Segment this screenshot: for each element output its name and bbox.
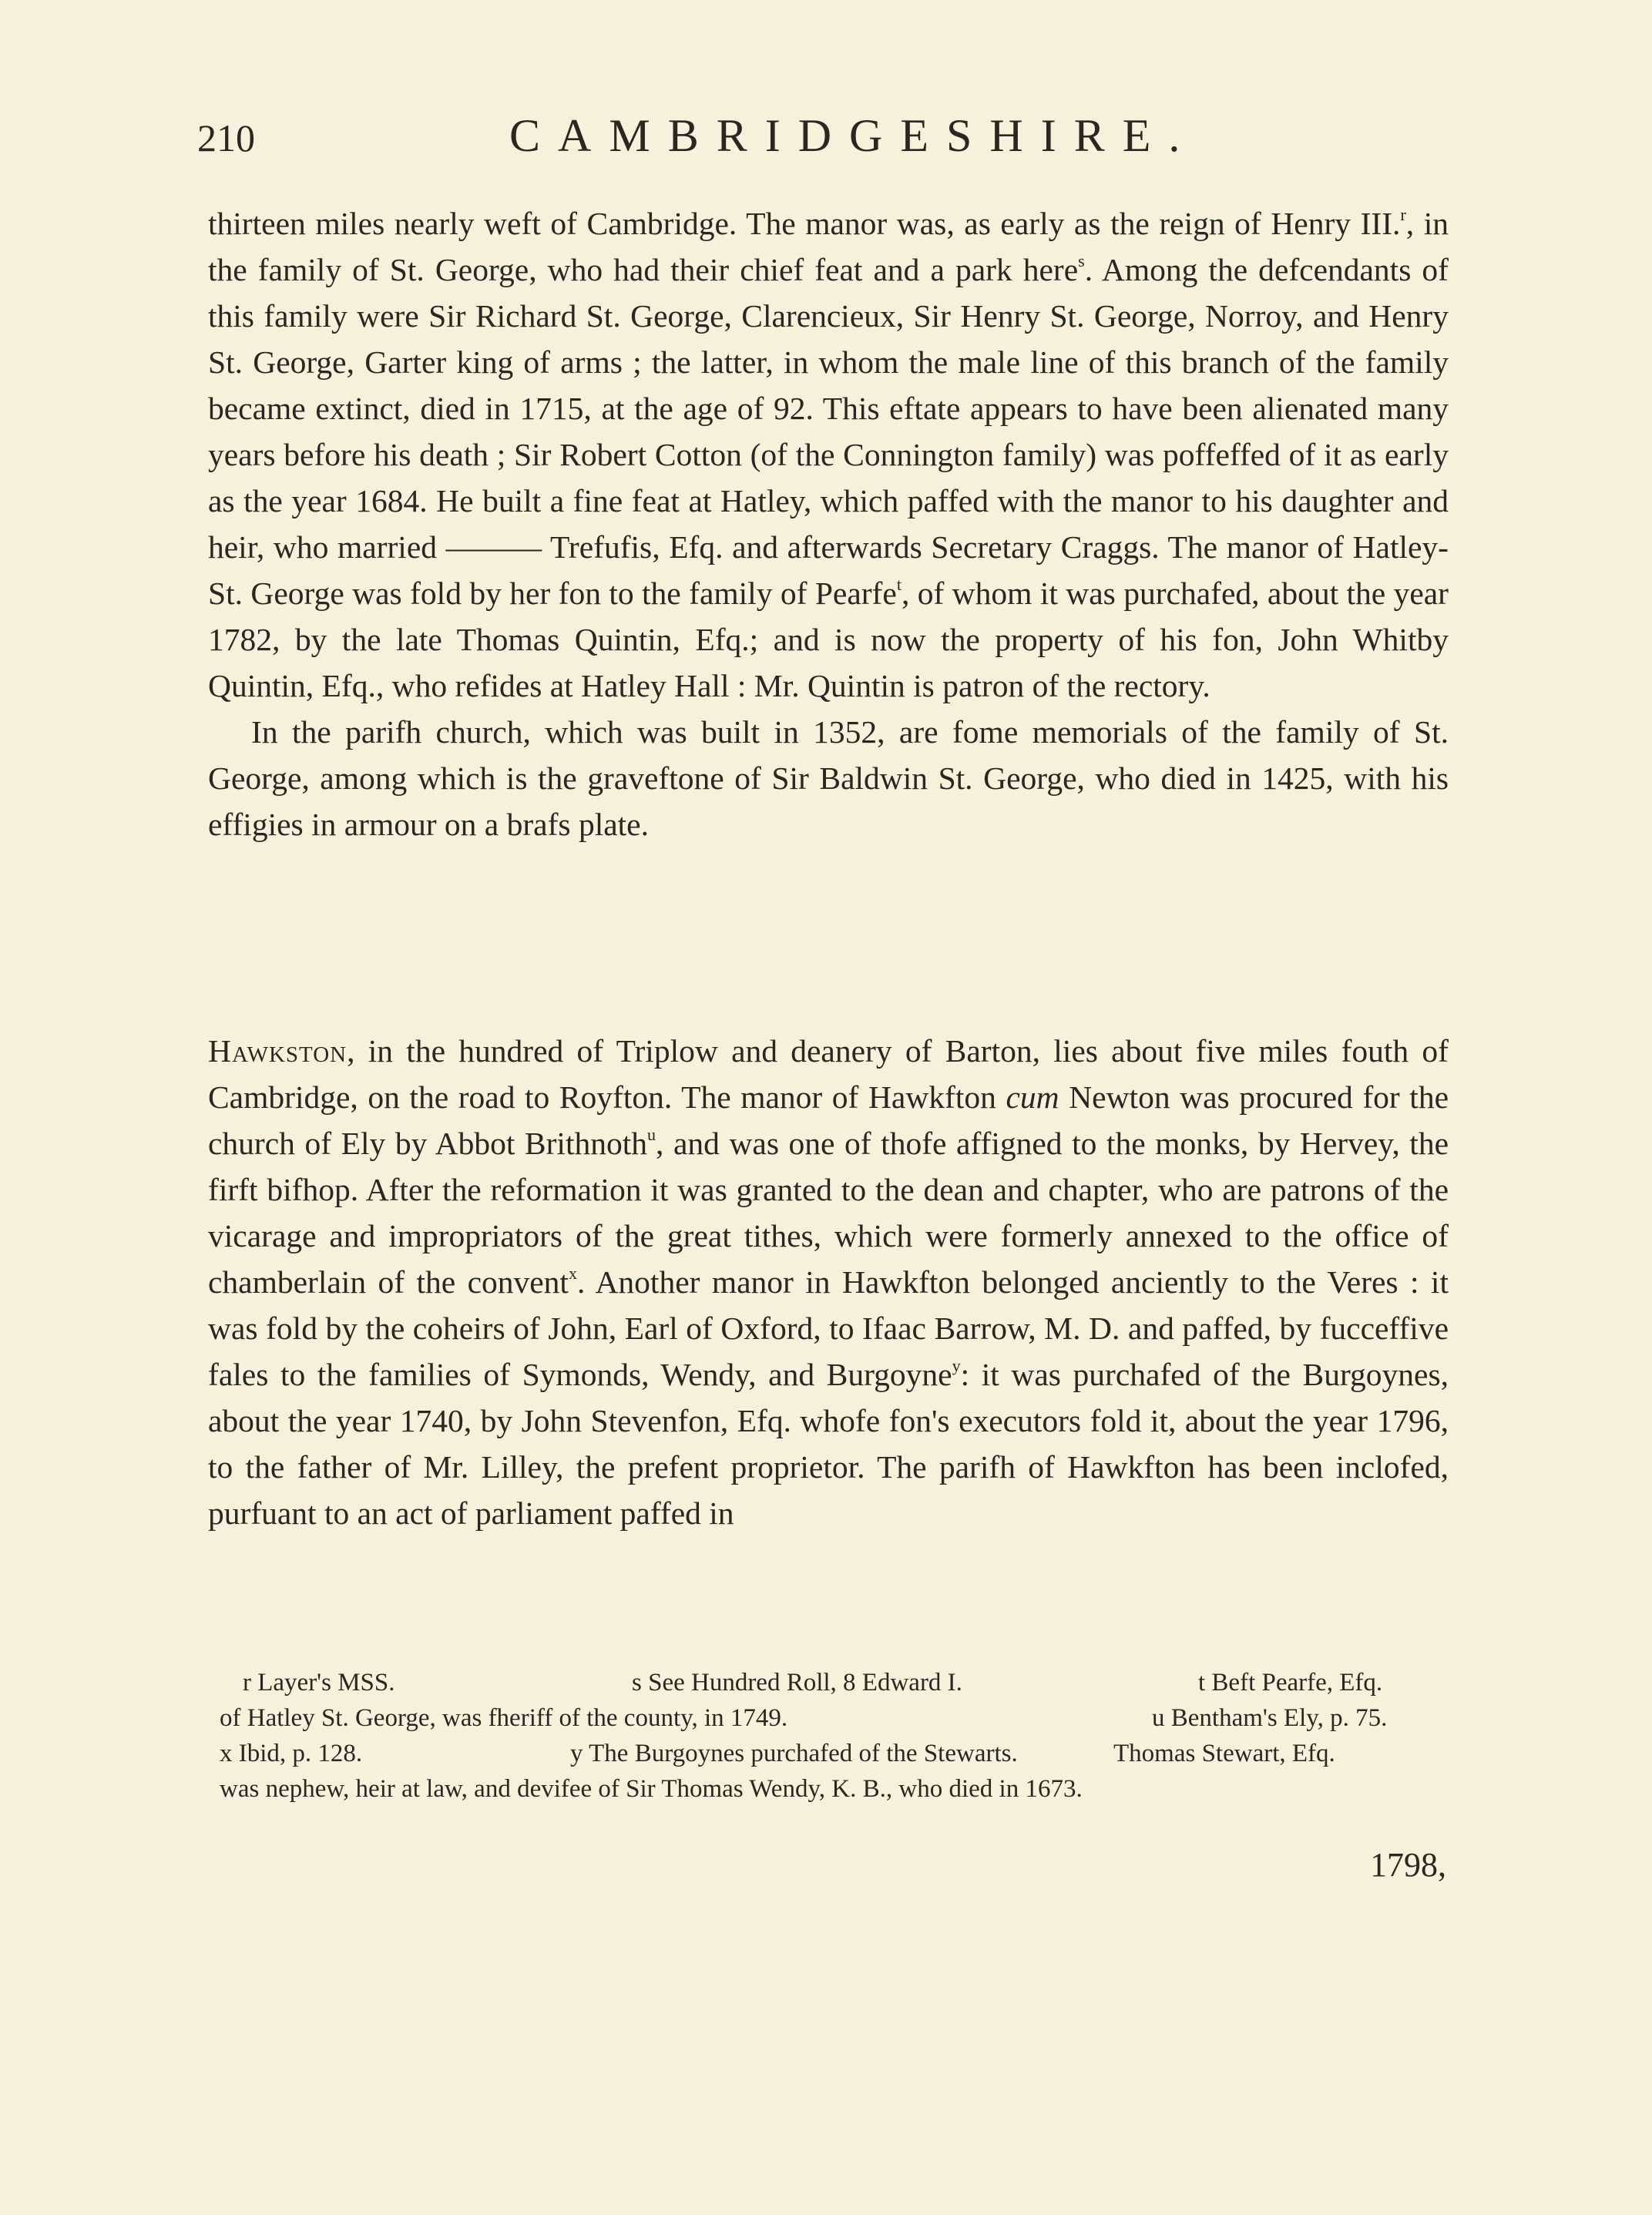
- running-title: CAMBRIDGESHIRE.: [509, 110, 1198, 161]
- footnote-ref-y: y: [952, 1356, 961, 1375]
- hatley-section: [208, 200, 1449, 847]
- footnote-t: t Beft Pearfe, Efq.: [1198, 1669, 1383, 1696]
- footnote-ref-x: x: [568, 1264, 577, 1283]
- footnote-ref-u: u: [647, 1125, 656, 1144]
- footnote-r: r Layer's MSS.: [243, 1669, 395, 1696]
- parish-name: Hawkston: [208, 1033, 348, 1069]
- footnotes: [220, 1665, 1452, 1807]
- hawkston-paragraph: Hawkston, in the hundred of Triplow and deanery of Barton, lies about five miles fouth of Cambridge, on the road to Royfton. The manor of Hawkfton cum Newton was procured for the church of Ely by Abbot Brithnoth$^u$, and was one of thofe affigned to the monks, by Hervey, the firft bifhop. After the reformation it was granted to the dean and chapter, who are patrons of the vicarage and impropriators of the great tithes, which were formerly annexed to the office of chamberlain of the convent$^x$. Another manor in Hawkfton belonged anciently to the Veres : it was fold by the coheirs of John, Earl of Oxford, to Ifaac Barrow, M. D. and paffed, by fucceffive fales to the families of Symonds, Wendy, and Burgoyne$^y$: it was purchafed of the Burgoynes, about the year 1740, by John Stevenfon, Efq. whofe fon's executors fold it, about the year 1796, to the father of Mr. Lilley, the prefent proprietor. The parifh of Hawkfton has been inclofed, purfuant to an act of parliament paffed in: [208, 1033, 1449, 1531]
- catchword: 1798,: [1370, 1846, 1446, 1884]
- hatley-paragraph-2: In the parifh church, which was built in 1352, are fome memorials of the family of St. George, among which is the graveftone of Sir Baldwin St. George, who died in 1425, with his effigies in armour on a brafs plate.: [208, 714, 1449, 842]
- footnote-row: [220, 1665, 1452, 1700]
- footnote-row: [220, 1771, 1452, 1807]
- footnote-y: y The Burgoynes purchafed of the Stewarts.: [570, 1740, 1018, 1767]
- footnote-row: [220, 1700, 1452, 1736]
- footnote-y-continued: Thomas Stewart, Efq.: [1113, 1740, 1335, 1767]
- footnote-x: x Ibid, p. 128.: [220, 1740, 363, 1767]
- footnote-u: u Bentham's Ely, p. 75.: [1152, 1704, 1388, 1732]
- hatley-paragraph-1: thirteen miles nearly weft of Cambridge. The manor was, as early as the reign of Henry III.$^r$, in the family of St. George, who had their chief feat and a park here$^s$. Among the defcendants of this family were Sir Richard St. George, Clarencieux, Sir Henry St. George, Norroy, and Henry St. George, Garter king of arms ; the latter, in whom the male line of this branch of the family became extinct, died in 1715, at the age of 92. This eftate appears to have been alienated many years before his death ; Sir Robert Cotton (of the Connington family) was poffeffed of it as early as the year 1684. He built a fine feat at Hatley, which paffed with the manor to his daughter and heir, who married ——— Trefufis, Efq. and afterwards Secretary Craggs. The manor of Hatley-St. George was fold by her fon to the family of Pearfe$^t$, of whom it was purchafed, about the year 1782, by the late Thomas Quintin, Efq.; and is now the property of his fon, John Whitby Quintin, Efq., who refides at Hatley Hall : Mr. Quintin is patron of the rectory.: [208, 205, 1449, 703]
- hawkston-section: [208, 1028, 1449, 1536]
- footnote-row: [220, 1736, 1452, 1771]
- footnote-ref-r: r: [1400, 205, 1406, 224]
- footnote-y-end: was nephew, heir at law, and devifee of Sir Thomas Wendy, K. B., who died in 1673.: [220, 1775, 1083, 1803]
- page-header: [197, 110, 1507, 177]
- footnote-s: s See Hundred Roll, 8 Edward I.: [632, 1669, 962, 1696]
- page-number: 210: [197, 116, 255, 159]
- footnote-ref-t: t: [896, 575, 902, 594]
- footnote-t-continued: of Hatley St. George, was fheriff of the county, in 1749.: [220, 1704, 788, 1732]
- footnote-ref-s: s: [1078, 251, 1085, 270]
